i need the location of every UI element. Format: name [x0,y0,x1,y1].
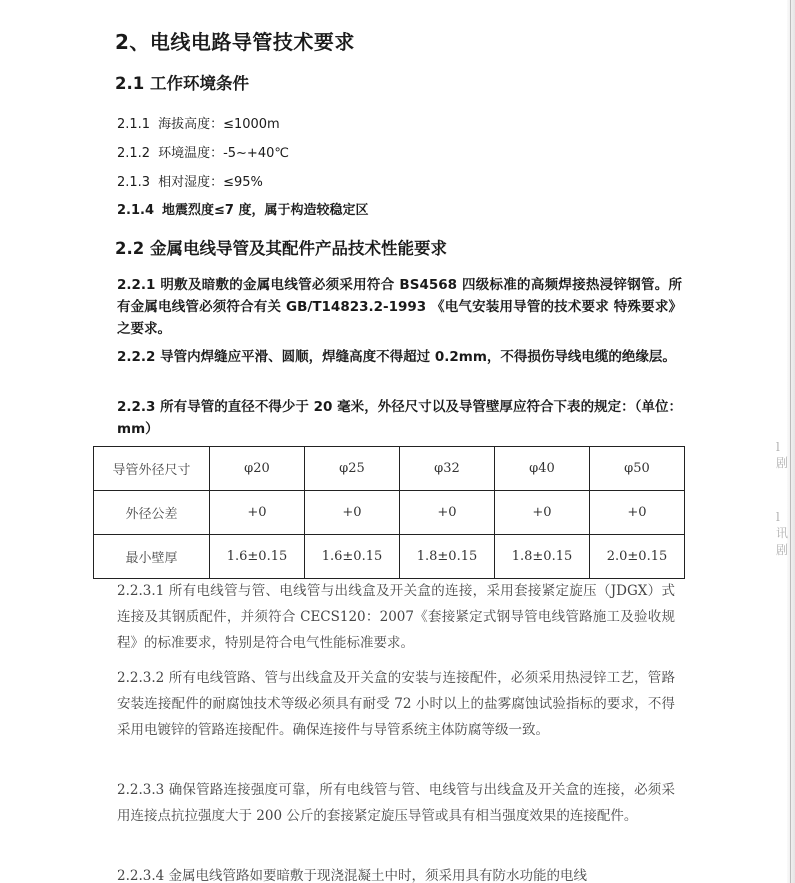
table-cell: φ32 [400,447,495,491]
paragraph-2-2-1: 2.2.1 明敷及暗敷的金属电线管必须采用符合 BS4568 四级标准的高频焊接热浸锌钢管。所有金属电线管必须符合有关 GB/T14823.2-1993 《电气安装用导管的技术要求 特殊要求》之要求。 [117,277,682,337]
table-cell: φ25 [305,447,400,491]
clause-2-2-3-1: 2.2.3.1 所有电线管与管、电线管与出线盒及开关盒的连接，采用套接紧定旋压（JDGX）式连接及其钢质配件，并须符合 CECS120：2007《套接紧定式钢导管电线管路施工及验收规程》的标准要求，特别是符合电气性能标准要求。 [117,583,675,651]
list-item: 2.1.4 地震烈度≤7 度，属于构造较稳定区 [117,203,369,218]
paragraph-2-2-3: 2.2.3 所有导管的直径不得少于 20 毫米，外径尺寸以及导管壁厚应符合下表的规定：（单位：mm） [117,399,682,437]
table-cell: +0 [305,491,400,535]
clause-2-2-3-4-cutoff [117,861,677,883]
section-title: 2、电线电路导管技术要求 [115,30,355,54]
table-cell: 1.8±0.15 [495,535,590,579]
table-cell: 1.8±0.15 [400,535,495,579]
table-row [94,491,685,535]
table-cell: 1.6±0.15 [210,535,305,579]
table-cell: 1.6±0.15 [305,535,400,579]
table-row [94,535,685,579]
paragraph-2-2-2: 2.2.2 导管内焊缝应平滑、圆顺，焊缝高度不得超过 0.2mm，不得损伤导线电缆的绝缘层。 [117,349,676,365]
margin-bleed-text: l 剧 [776,440,789,470]
clause-2-2-3-3: 2.2.3.3 确保管路连接强度可靠，所有电线管与管、电线管与出线盒及开关盒的连接，必须采用连接点抗拉强度大于 200 公斤的套接紧定旋压导管或具有相当强度效果的连接配件。 [117,782,675,824]
list-item: 2.1.3 相对湿度：≤95% [117,175,263,190]
row-header: 导管外径尺寸 [94,447,210,491]
table-cell: +0 [590,491,685,535]
table-cell: 2.0±0.15 [590,535,685,579]
clause-2-2-3-2: 2.2.3.2 所有电线管路、管与出线盒及开关盒的安装与连接配件，必须采用热浸锌工艺，管路安装连接配件的耐腐蚀技术等级必须具有耐受 72 小时以上的盐雾腐蚀试验指标的要求，不得采用电镀锌的管路连接配件。确保连接件与导管系统主体防腐等级一致。 [117,670,675,738]
clause-2-2-3-4: 2.2.3.4 金属电线管路如要暗敷于现浇混凝土中时，须采用具有防水功能的电线 [117,868,588,883]
row-header: 最小壁厚 [94,535,210,579]
env-heading: 2.1 工作环境条件 [115,74,249,93]
list-item: 2.1.1 海拔高度：≤1000m [117,117,280,132]
table-cell: φ20 [210,447,305,491]
conduit-heading: 2.2 金属电线导管及其配件产品技术性能要求 [115,239,447,258]
list-item: 2.1.2 环境温度：-5~+40℃ [117,146,289,161]
table-cell: +0 [400,491,495,535]
table-cell: +0 [210,491,305,535]
table-row [94,447,685,491]
table-cell: φ50 [590,447,685,491]
table-cell: +0 [495,491,590,535]
row-header: 外径公差 [94,491,210,535]
margin-bleed-text: l 讯 剧 [776,510,789,557]
conduit-spec-table [93,446,685,579]
table-cell: φ40 [495,447,590,491]
